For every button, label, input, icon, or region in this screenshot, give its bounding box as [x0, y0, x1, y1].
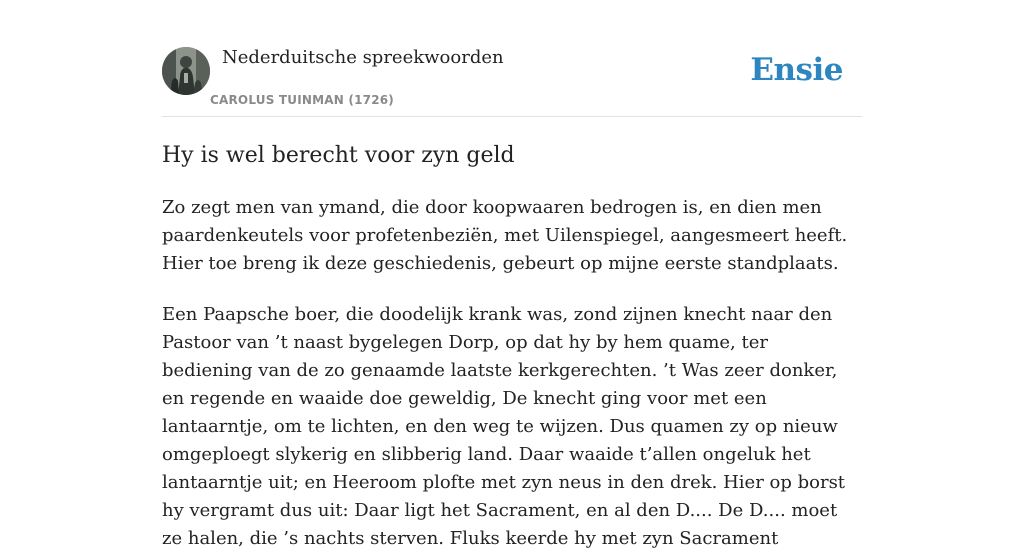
source-header: [162, 0, 862, 117]
entry-paragraph-1: Zo zegt men van ymand, die door koopwaaren bedrogen is, en dien men paardenkeutels voor profetenbeziën, met Uilenspiegel, aangesmeert heeft. Hier toe breng ik deze geschiedenis, gebeurt op mijne eerste standplaats.: [162, 197, 848, 274]
entry-paragraph-2: Een Paapsche boer, die doodelijk krank was, zond zijnen knecht naar den Pastoor van ’t naast bygelegen Dorp, op dat hy by hem quame, ter bediening van de zo genaamde laatste kerkgerechten. ’t Was zeer donker, en regende en waaide doe geweldig, De knecht ging voor met een lantaarntje, om te lichten, en den weg te wijzen. Dus quamen zy op nieuw omgeploegt slykerig en slibberig land. Daar waaide t’allen ongeluk het lantaarntje uit; en Heeroom plofte met zyn neus in den drek. Hier op borst hy vergramt dus uit: Daar ligt het Sacrament, en al den D.... De D.... moet ze halen, die ’s nachts sterven. Fluks keerde hy met zyn Sacrament: [162, 304, 846, 549]
book-illustration-icon: [162, 47, 210, 95]
entry-body: [162, 194, 862, 553]
source-avatar[interactable]: [162, 47, 210, 95]
source-title[interactable]: Nederduitsche spreekwoorden: [222, 47, 504, 68]
source-author[interactable]: CAROLUS TUINMAN (1726): [210, 93, 394, 107]
brand-logo[interactable]: Ensie: [750, 52, 843, 88]
page: [162, 0, 862, 553]
entry-title: Hy is wel berecht voor zyn geld: [162, 143, 515, 168]
